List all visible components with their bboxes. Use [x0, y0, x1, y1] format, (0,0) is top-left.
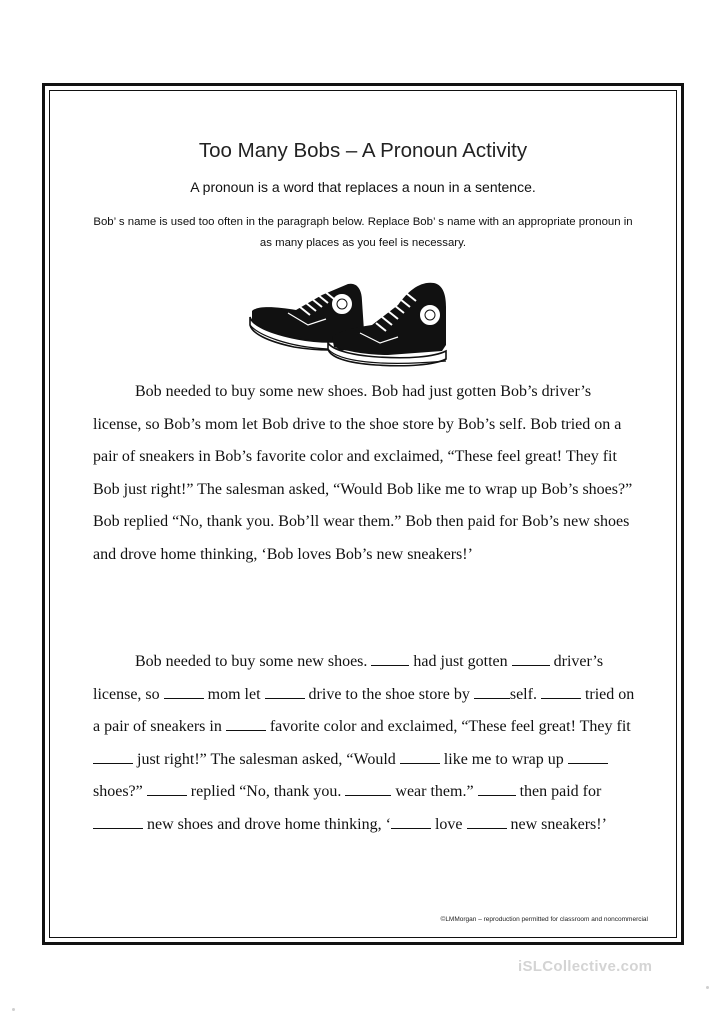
- pronoun-blank[interactable]: [345, 780, 391, 796]
- pronoun-blank[interactable]: [93, 813, 143, 829]
- pronoun-blank[interactable]: [147, 780, 187, 796]
- pronoun-blank[interactable]: [512, 650, 550, 666]
- paragraph-segment: like me to wrap up: [439, 750, 568, 768]
- paragraph-segment: replied “No, thank you.: [186, 783, 346, 801]
- worksheet-instructions: Bob’ s name is used too often in the paragraph below. Replace Bob’ s name with an appropriate pronoun in as many places as you feel is necessary.: [93, 216, 633, 249]
- paragraph-segment: tried on a pair of sneakers in: [93, 685, 635, 736]
- pronoun-blank[interactable]: [226, 715, 266, 731]
- paragraph-segment: mom let: [203, 685, 265, 703]
- paragraph-segment: new shoes and drove home thinking, ‘: [143, 815, 391, 833]
- pronoun-blank[interactable]: [93, 748, 133, 764]
- paragraph-segment: then paid for: [515, 783, 602, 801]
- pronoun-blank[interactable]: [541, 683, 581, 699]
- pronoun-blank[interactable]: [400, 748, 440, 764]
- pronoun-blank[interactable]: [478, 780, 516, 796]
- pronoun-blank[interactable]: [164, 683, 204, 699]
- decorative-dot: [706, 986, 709, 989]
- site-watermark: iSLCollective.com: [518, 958, 653, 975]
- paragraph-segment: self.: [509, 685, 541, 703]
- worksheet-inner-border: [49, 90, 677, 938]
- worksheet-title: Too Many Bobs – A Pronoun Activity: [198, 139, 528, 162]
- paragraph-segment: favorite color and exclaimed, “These feel great! They fit: [265, 718, 631, 736]
- paragraph-segment: just right!” The salesman asked, “Would: [133, 750, 400, 768]
- paragraph-segment: love: [430, 815, 467, 833]
- pronoun-blank[interactable]: [474, 683, 510, 699]
- sneakers-icon: [248, 277, 448, 367]
- worksheet-border: [42, 83, 684, 945]
- pronoun-blank[interactable]: [265, 683, 305, 699]
- paragraph-segment: driver’s license, so: [93, 653, 604, 703]
- original-paragraph: Bob needed to buy some new shoes. Bob had just gotten Bob’s driver’s license, so Bob’s mom let Bob drive to the shoe store by Bob’s self. Bob tried on a pair of sneakers in Bob’s favorite color and exclaimed, “These feel great! They fit Bob just right!” The salesman asked, “Would Bob like me to wrap up Bob’s shoes?” Bob replied “No, thank you. Bob’ll wear them.” Bob then paid for Bob’s new shoes and drove home thinking, ‘Bob loves Bob’s new sneakers!’: [93, 383, 633, 563]
- paragraph-segment: shoes?”: [93, 783, 147, 801]
- fill-in-paragraph: [93, 646, 641, 842]
- pronoun-blank[interactable]: [467, 813, 507, 829]
- pronoun-blank[interactable]: [568, 748, 608, 764]
- copyright-note: ©LMMorgan – reproduction permitted for classroom and noncommercial: [440, 916, 648, 923]
- decorative-dot: [12, 1008, 15, 1011]
- pronoun-blank[interactable]: [391, 813, 431, 829]
- paragraph-segment: drive to the shoe store by: [304, 685, 474, 703]
- paragraph-segment: wear them.”: [391, 783, 478, 801]
- paragraph-segment: had just gotten: [409, 653, 512, 670]
- worksheet-subtitle: A pronoun is a word that replaces a noun in a sentence.: [190, 179, 536, 195]
- paragraph-segment: Bob needed to buy some new shoes.: [135, 653, 372, 670]
- pronoun-blank[interactable]: [371, 650, 409, 666]
- paragraph-segment: new sneakers!’: [506, 815, 607, 833]
